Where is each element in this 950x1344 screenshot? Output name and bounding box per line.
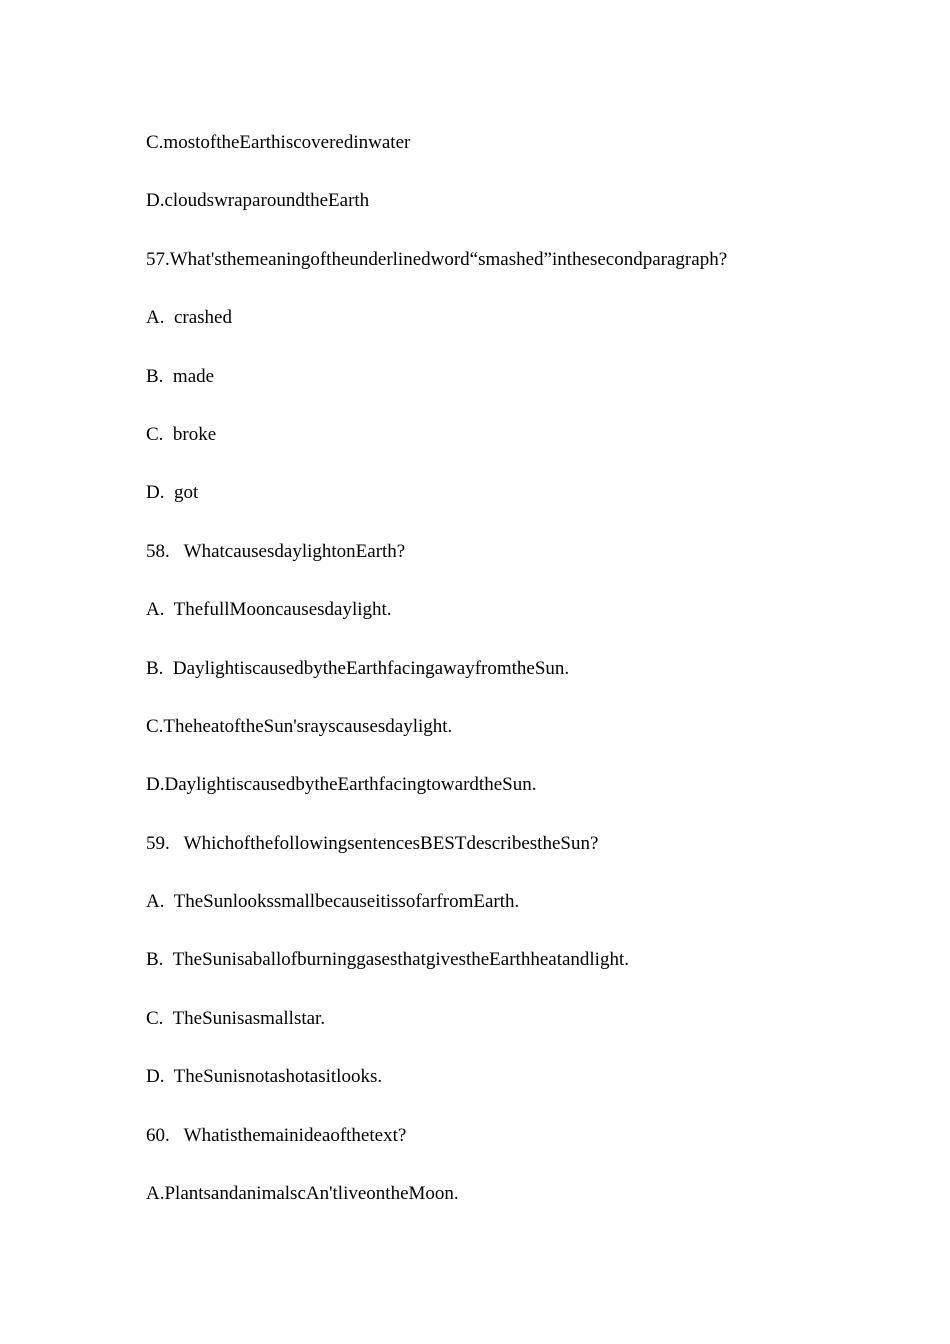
option-56-c: C.mostoftheEarthiscoveredinwater [146,132,411,153]
option-56-d: D.cloudswraparoundtheEarth [146,190,370,212]
option-60-a: A.PlantsandanimalscAn'tliveontheMoon. [146,1183,459,1205]
option-58-a: A. ThefullMooncausesdaylight. [146,599,392,621]
option-57-b: B. made [146,365,215,387]
option-57-a: A. crashed [146,307,232,329]
option-59-b: B. TheSunisaballofburninggasesthatgivestheEarthheatandlight. [146,949,629,971]
option-59-c: C. TheSunisasmallstar. [146,1007,326,1029]
option-59-a: A. TheSunlookssmallbecauseitissofarfromEarth. [146,891,520,913]
option-58-b: B. DaylightiscausedbytheEarthfacingawayfromtheSun. [146,657,570,679]
option-58-d: D.DaylightiscausedbytheEarthfacingtowardtheSun. [146,774,537,796]
question-60: 60. Whatisthemainideaofthetext? [146,1124,407,1146]
option-57-d: D. got [146,482,199,504]
question-list [146,128,906,1237]
question-58: 58. WhatcausesdaylightonEarth? [146,540,406,562]
question-57: 57.What'sthemeaningoftheunderlinedword“smashed”inthesecondparagraph? [146,248,728,270]
option-57-c: C. broke [146,423,217,445]
question-59: 59. WhichofthefollowingsentencesBESTdescribestheSun? [146,832,599,854]
option-59-d: D. TheSunisnotashotasitlooks. [146,1066,383,1088]
option-58-c: C.TheheatoftheSun'srayscausesdaylight. [146,715,453,737]
